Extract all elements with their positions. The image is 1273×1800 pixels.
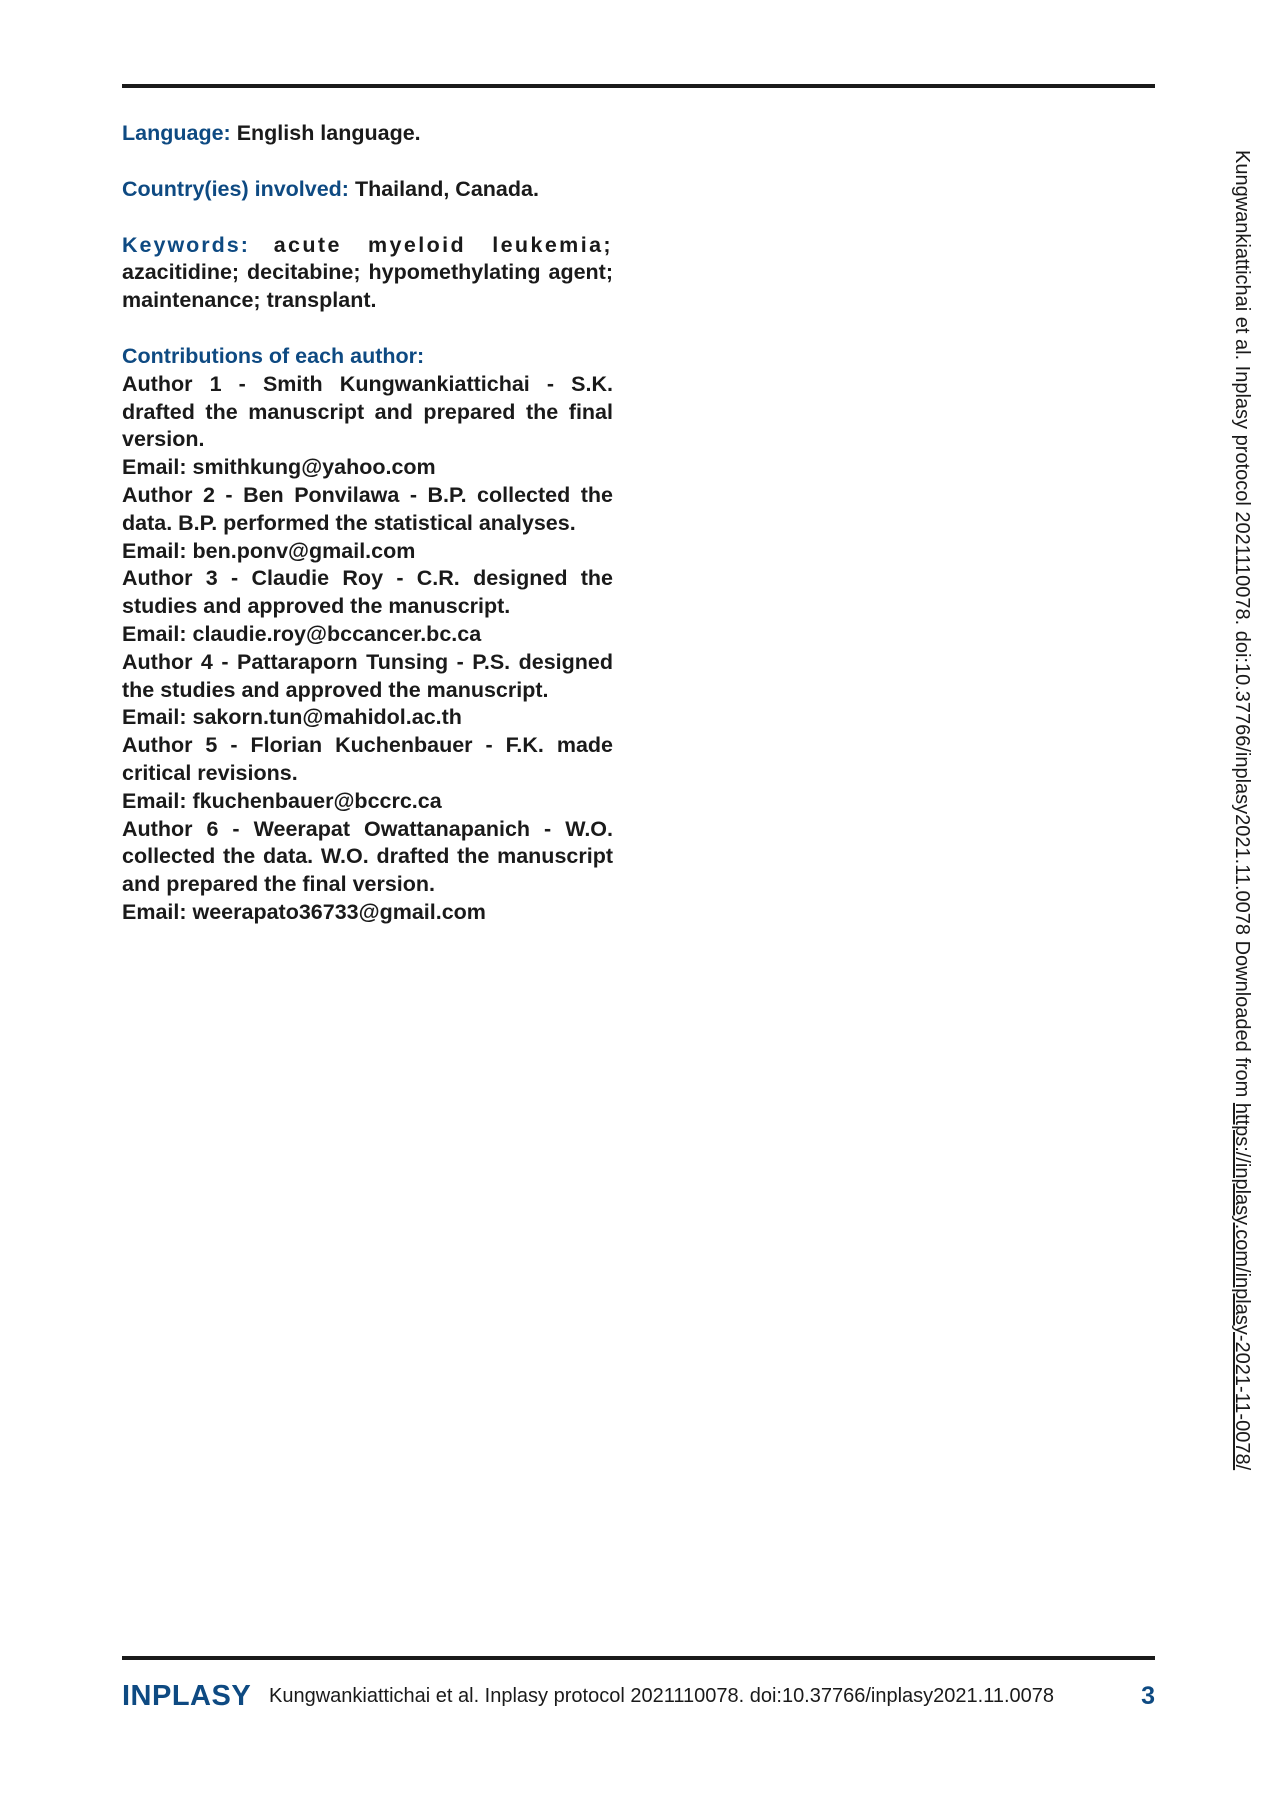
author-email: Email: sakorn.tun@mahidol.ac.th (122, 705, 462, 730)
download-note-text: Kungwankiattichai et al. Inplasy protocol 2021110078. doi:10.37766/inplasy2021.11.0078 Downloaded from (1231, 150, 1253, 1103)
language-label: Language: (122, 121, 231, 145)
keywords-first-line: acute myeloid leukemia; (273, 232, 613, 257)
author-contribution: Author 6 - Weerapat Owattanapanich - W.O. collected the data. W.O. drafted the manuscript and prepared the final version. (122, 816, 613, 897)
author-email: Email: weerapato36733@gmail.com (122, 899, 486, 924)
countries-label: Country(ies) involved: (122, 176, 349, 201)
author-email: Email: ben.ponv@gmail.com (122, 538, 416, 563)
download-link[interactable]: https://inplasy.com/inplasy-2021-11-0078/ (1231, 1102, 1253, 1471)
author-contribution: Author 3 - Claudie Roy - C.R. designed the studies and approved the manuscript. (122, 566, 613, 619)
top-divider (122, 84, 1155, 88)
countries-field (122, 176, 613, 204)
footer-citation: Kungwankiattichai et al. Inplasy protocol 2021110078. doi:10.37766/inplasy2021.11.0078 (269, 1685, 1055, 1707)
protocol-details (122, 120, 613, 927)
author-email: Email: smithkung@yahoo.com (122, 455, 436, 480)
contributions-section (122, 343, 613, 927)
contributions-heading: Contributions of each author: (122, 343, 425, 368)
language-value: English language. (236, 121, 421, 145)
keywords-rest: azacitidine; decitabine; hypomethylating agent; maintenance; transplant. (122, 260, 613, 313)
inplasy-logo: INPLASY (122, 1680, 252, 1712)
author-contribution: Author 5 - Florian Kuchenbauer - F.K. made critical revisions. (122, 733, 613, 785)
page-footer (122, 1680, 1155, 1720)
vertical-download-note (1230, 150, 1253, 1470)
countries-value: Thailand, Canada. (354, 176, 539, 201)
keywords-label: Keywords: (122, 232, 250, 257)
keywords-field (122, 232, 613, 315)
author-email: Email: claudie.roy@bccancer.bc.ca (122, 621, 482, 646)
author-contribution: Author 2 - Ben Ponvilawa - B.P. collected the data. B.P. performed the statistical analyses. (122, 482, 613, 535)
page-number: 3 (1141, 1682, 1155, 1710)
author-contribution: Author 1 - Smith Kungwankiattichai - S.K. drafted the manuscript and prepared the final version. (122, 371, 613, 452)
bottom-divider (122, 1656, 1155, 1660)
language-field (122, 120, 613, 148)
author-email: Email: fkuchenbauer@bccrc.ca (122, 788, 442, 813)
author-contribution: Author 4 - Pattaraporn Tunsing - P.S. designed the studies and approved the manuscript. (122, 649, 613, 702)
